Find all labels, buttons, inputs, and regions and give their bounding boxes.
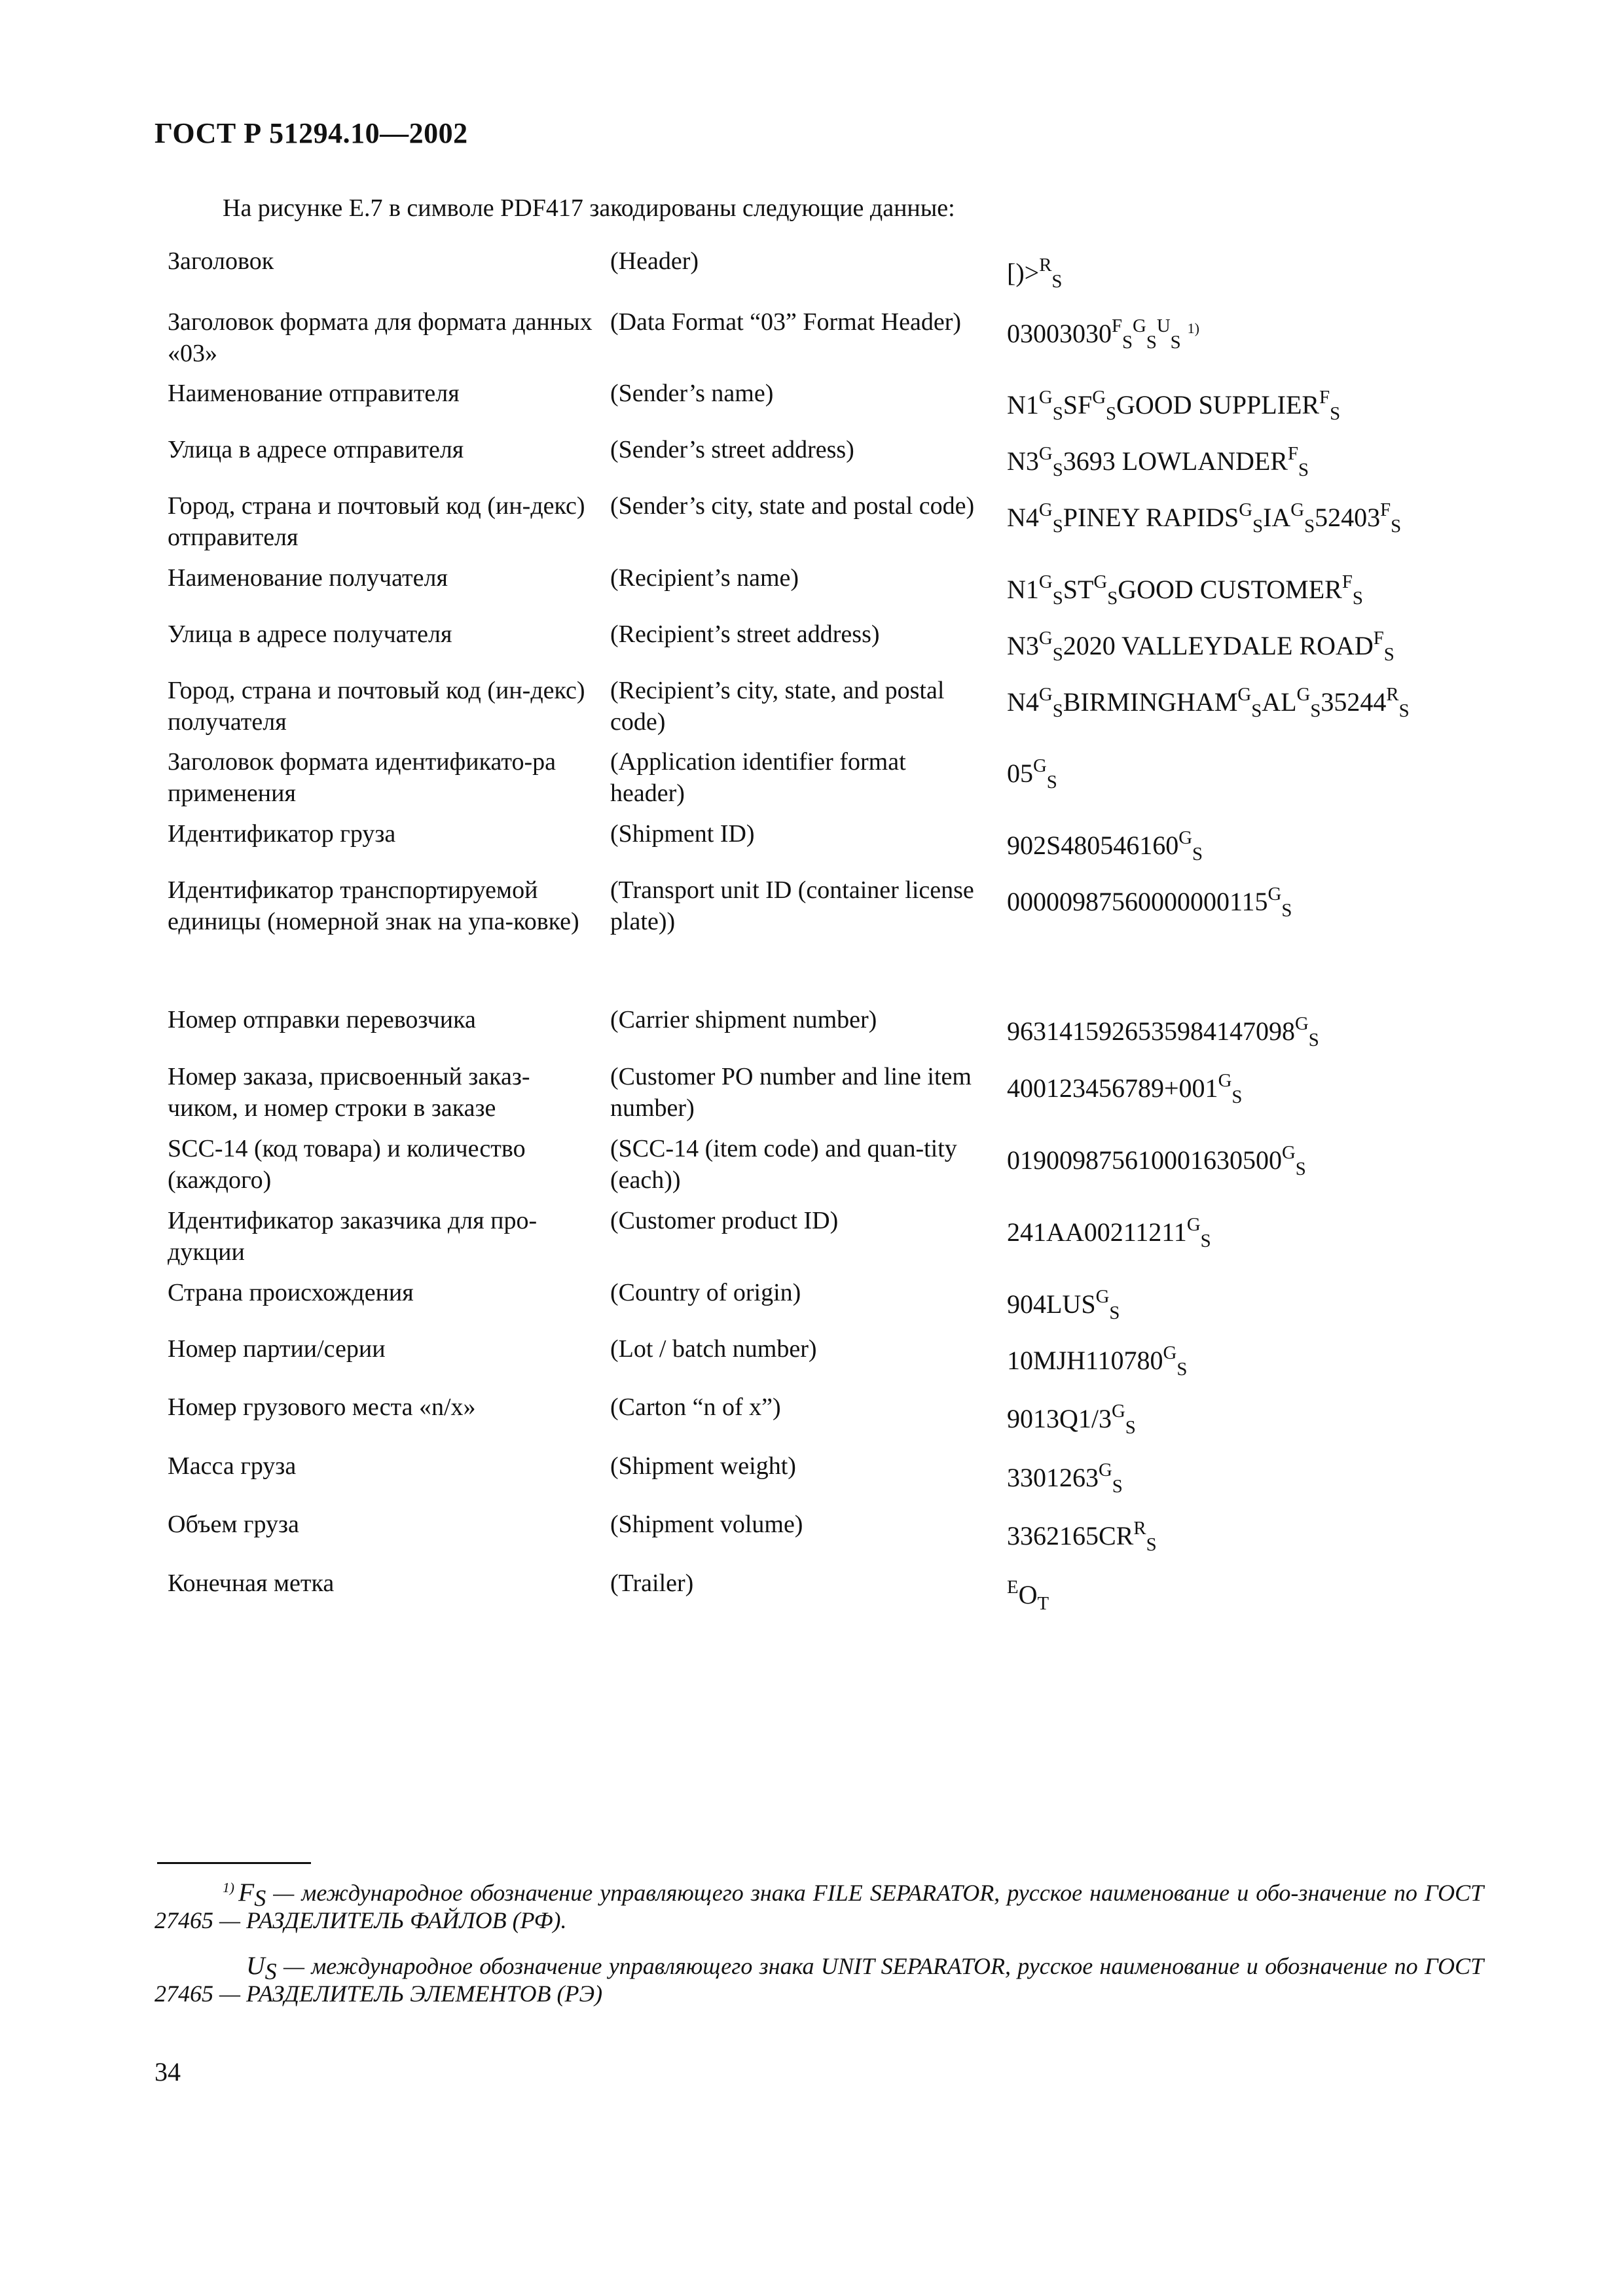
field-name-en: (Trailer)	[610, 1570, 694, 1597]
encoded-value	[1007, 627, 1395, 665]
field-name-en: (Shipment weight)	[610, 1452, 796, 1480]
code-superscript: F	[1373, 627, 1384, 649]
code-text: N4	[1007, 503, 1039, 532]
field-name-ru: Заголовок	[168, 247, 274, 275]
code-subscript: S	[1383, 644, 1395, 665]
encoded-value	[1007, 1141, 1306, 1179]
code-superscript: F	[1319, 386, 1330, 408]
field-name-en: (Shipment ID)	[610, 820, 755, 848]
code-superscript: G	[1186, 1213, 1201, 1235]
code-subscript: S	[1192, 844, 1203, 865]
code-subscript: S	[1122, 332, 1133, 353]
code-superscript: G	[1295, 1013, 1309, 1034]
code-text: 9013Q1/3	[1007, 1404, 1112, 1433]
code-superscript: R	[1386, 683, 1399, 705]
code-superscript: F	[1380, 499, 1391, 520]
code-text: 3693 LOWLANDER	[1063, 446, 1288, 476]
encoded-value	[1007, 571, 1363, 609]
code-subscript: S	[1391, 516, 1402, 537]
field-name-ru: Идентификатор заказчика для про-дукции	[168, 1207, 538, 1266]
code-text: SF	[1063, 390, 1093, 420]
footnote-1	[155, 1878, 1484, 1934]
code-text: 10MJH110780	[1007, 1346, 1163, 1375]
code-text: N1	[1007, 575, 1039, 604]
code-subscript: S	[1298, 459, 1309, 480]
code-superscript: E	[1007, 1576, 1019, 1598]
footnote-symbol-sub: S	[264, 1958, 277, 1985]
code-text: 05	[1007, 759, 1033, 788]
footnote-symbol: F	[238, 1878, 255, 1907]
code-superscript: G	[1178, 827, 1193, 848]
code-superscript: F	[1112, 315, 1123, 336]
code-subscript: S	[1295, 1158, 1306, 1179]
code-text: 902S480546160	[1007, 831, 1179, 860]
footnote-text: — международное обозначение управляющего знака UNIT SEPARATOR, русское наименование и обозначение по ГОСТ 27465 — РАЗДЕЛИТЕЛЬ ЭЛЕМЕНТОВ (РЭ)	[155, 1953, 1484, 2007]
field-name-en: (Customer PO number and line item number)	[610, 1063, 972, 1122]
code-subscript: S	[1052, 700, 1063, 721]
code-text: GOOD SUPPLIER	[1116, 390, 1320, 420]
code-text: PINEY RAPIDS	[1063, 503, 1239, 532]
field-name-en: (Sender’s city, state and postal code)	[610, 492, 975, 520]
encoded-value	[1007, 1069, 1243, 1107]
code-text: 03003030	[1007, 319, 1112, 348]
field-name-en: (Carton “n of x”)	[610, 1393, 781, 1421]
field-name-en: (Recipient’s street address)	[610, 620, 880, 648]
code-superscript: G	[1038, 442, 1053, 464]
code-superscript: G	[1038, 683, 1053, 705]
field-name-ru: Конечная метка	[168, 1570, 335, 1597]
encoded-value	[1007, 499, 1402, 537]
footnote-marker: 1)	[223, 1880, 234, 1895]
encoded-value	[1007, 1517, 1157, 1555]
encoded-value	[1007, 1342, 1188, 1380]
field-name-ru: Номер грузового места «n/x»	[168, 1393, 476, 1421]
code-subscript: S	[1281, 900, 1292, 921]
code-subscript: S	[1107, 588, 1118, 609]
code-subscript: S	[1176, 1359, 1188, 1380]
code-text: [)>	[1007, 258, 1040, 287]
code-text: N3	[1007, 631, 1039, 660]
code-superscript: G	[1163, 1342, 1177, 1363]
encoded-value	[1007, 1013, 1319, 1050]
code-superscript: G	[1038, 571, 1053, 592]
field-name-en: (SCC-14 (item code) and quan-tity (each))	[610, 1135, 957, 1194]
field-name-en: (Country of origin)	[610, 1279, 801, 1306]
code-text: 904LUS	[1007, 1289, 1096, 1319]
code-text: 9631415926535984147098	[1007, 1016, 1295, 1046]
code-subscript: S	[1052, 403, 1063, 424]
field-name-ru: Улица в адресе получателя	[168, 620, 452, 648]
code-subscript: S	[1052, 459, 1063, 480]
code-subscript: S	[1046, 772, 1057, 793]
field-name-ru: Масса груза	[168, 1452, 297, 1480]
field-name-en: (Data Format “03” Format Header)	[610, 308, 962, 336]
code-subscript: S	[1252, 516, 1264, 537]
code-subscript: S	[1051, 271, 1063, 292]
code-subscript: S	[1052, 644, 1063, 665]
encoded-value	[1007, 683, 1410, 721]
field-name-ru: Номер заказа, присвоенный заказ-чиком, и номер строки в заказе	[168, 1063, 530, 1122]
code-superscript: G	[1239, 499, 1253, 520]
code-subscript: S	[1352, 588, 1363, 609]
field-name-en: (Recipient’s name)	[610, 564, 799, 592]
field-name-ru: Город, страна и почтовый код (ин-декс) получателя	[168, 677, 585, 736]
code-subscript: S	[1146, 1534, 1157, 1555]
field-name-en: (Sender’s street address)	[610, 436, 854, 463]
code-superscript: G	[1099, 1459, 1112, 1480]
encoded-value	[1007, 827, 1203, 865]
footnote-symbol: U	[246, 1951, 265, 1980]
code-superscript: G	[1282, 1141, 1296, 1163]
encoded-value	[1007, 883, 1292, 921]
code-text: 52403	[1315, 503, 1381, 532]
code-subscript: S	[1170, 332, 1181, 353]
code-superscript: G	[1038, 499, 1053, 520]
code-text: 35244	[1321, 687, 1387, 717]
field-name-ru: Наименование получателя	[168, 564, 448, 592]
code-text: AL	[1262, 687, 1297, 717]
code-subscript: S	[1109, 1302, 1120, 1323]
code-subscript: S	[1106, 403, 1117, 424]
code-superscript: G	[1093, 571, 1108, 592]
code-text: N3	[1007, 446, 1039, 476]
field-name-en: (Recipient’s city, state, and postal code)	[610, 677, 945, 736]
encoded-value	[1007, 1213, 1211, 1251]
code-text: BIRMINGHAM	[1063, 687, 1238, 717]
code-text: N4	[1007, 687, 1039, 717]
field-name-en: (Sender’s name)	[610, 380, 774, 407]
code-subscript: S	[1251, 700, 1262, 721]
code-subscript: S	[1304, 516, 1315, 537]
code-text: 400123456789+001	[1007, 1073, 1218, 1103]
code-text: 3301263	[1007, 1463, 1099, 1492]
code-superscript: R	[1133, 1517, 1146, 1539]
encoded-value	[1007, 386, 1341, 424]
footnote-text: — международное обозначение управляющего знака FILE SEPARATOR, русское наименование и обо-значение по ГОСТ 27465 — РАЗДЕЛИТЕЛЬ ФАЙЛОВ (РФ).	[155, 1880, 1484, 1933]
encoded-value	[1007, 1459, 1123, 1497]
field-name-en: (Transport unit ID (container license plate))	[610, 876, 974, 935]
code-subscript: S	[1146, 332, 1157, 353]
encoded-value	[1007, 1285, 1120, 1323]
code-superscript: G	[1237, 683, 1252, 705]
encoded-value	[1007, 755, 1057, 793]
field-name-ru: Идентификатор транспортируемой единицы (номерной знак на упа-ковке)	[168, 876, 579, 935]
code-superscript: G	[1290, 499, 1305, 520]
footnote-2	[155, 1952, 1484, 2007]
encoded-value	[1007, 315, 1199, 353]
code-subscript: S	[1398, 700, 1410, 721]
code-superscript: U	[1156, 315, 1171, 336]
field-name-en: (Customer product ID)	[610, 1207, 839, 1234]
code-subscript: S	[1310, 700, 1321, 721]
field-name-ru: Город, страна и почтовый код (ин-декс) отправителя	[168, 492, 585, 551]
code-superscript: G	[1033, 755, 1047, 776]
code-superscript: R	[1039, 254, 1052, 276]
field-name-ru: Номер отправки перевозчика	[168, 1006, 476, 1033]
field-name-ru: Идентификатор груза	[168, 820, 396, 848]
encoded-value	[1007, 442, 1309, 480]
field-name-en: (Carrier shipment number)	[610, 1006, 877, 1033]
field-name-en: (Header)	[610, 247, 699, 275]
field-name-en: (Shipment volume)	[610, 1511, 803, 1538]
field-name-ru: Наименование отправителя	[168, 380, 460, 407]
footnote-divider	[157, 1862, 311, 1864]
code-text: 2020 VALLEYDALE ROAD	[1063, 631, 1374, 660]
code-text: 00000987560000000115	[1007, 887, 1268, 916]
code-superscript: G	[1112, 1400, 1125, 1422]
code-text: O	[1018, 1580, 1038, 1609]
code-subscript: S	[1200, 1230, 1211, 1251]
code-subscript: S	[1231, 1086, 1243, 1107]
page-header: ГОСТ Р 51294.10—2002	[155, 117, 468, 149]
code-text: ST	[1063, 575, 1094, 604]
encoded-value	[1007, 1400, 1136, 1438]
code-text: N1	[1007, 390, 1039, 420]
field-name-ru: Улица в адресе отправителя	[168, 436, 464, 463]
page-number: 34	[155, 2057, 181, 2087]
footnote-reference: 1)	[1187, 319, 1199, 336]
code-text: GOOD CUSTOMER	[1118, 575, 1342, 604]
code-superscript: G	[1133, 315, 1146, 336]
field-name-ru: Объем груза	[168, 1511, 299, 1538]
code-superscript: G	[1038, 627, 1053, 649]
encoded-value	[1007, 1576, 1049, 1614]
code-superscript: G	[1267, 883, 1282, 905]
code-subscript: S	[1330, 403, 1341, 424]
field-name-ru: Заголовок формата для формата данных «03»	[168, 308, 593, 367]
encoded-value	[1007, 254, 1063, 292]
field-name-en: (Lot / batch number)	[610, 1335, 817, 1363]
intro-paragraph: На рисунке Е.7 в символе PDF417 закодированы следующие данные:	[223, 194, 955, 222]
code-text: 241AA00211211	[1007, 1217, 1187, 1247]
field-name-ru: SCC-14 (код товара) и количество (каждого)	[168, 1135, 526, 1194]
field-name-ru: Номер партии/серии	[168, 1335, 386, 1363]
code-text: 019009875610001630500	[1007, 1145, 1282, 1175]
code-subscript: T	[1037, 1593, 1049, 1614]
code-superscript: G	[1095, 1285, 1110, 1307]
code-subscript: S	[1308, 1030, 1319, 1050]
code-text: IA	[1263, 503, 1291, 532]
field-name-en: (Application identifier format header)	[610, 748, 906, 807]
code-superscript: F	[1341, 571, 1353, 592]
code-superscript: G	[1296, 683, 1311, 705]
footnote-symbol-sub: S	[254, 1885, 266, 1912]
field-name-ru: Заголовок формата идентификато-ра применения	[168, 748, 556, 807]
code-subscript: S	[1052, 588, 1063, 609]
code-superscript: G	[1092, 386, 1106, 408]
code-subscript: S	[1125, 1417, 1136, 1438]
code-text: 3362165CR	[1007, 1521, 1134, 1551]
code-subscript: S	[1112, 1476, 1123, 1497]
code-subscript: S	[1052, 516, 1063, 537]
code-superscript: G	[1218, 1069, 1232, 1091]
field-name-ru: Страна происхождения	[168, 1279, 414, 1306]
code-superscript: F	[1287, 442, 1298, 464]
code-superscript: G	[1038, 386, 1053, 408]
